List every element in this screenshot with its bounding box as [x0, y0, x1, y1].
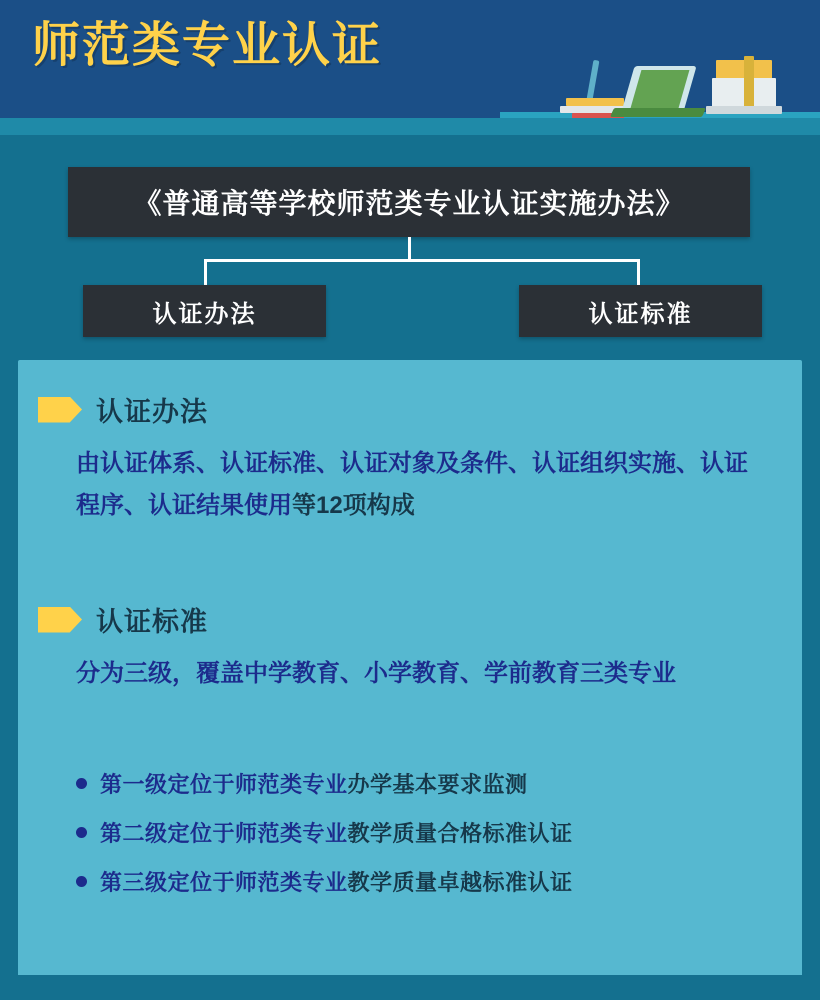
list-item — [76, 768, 802, 799]
books-icon — [566, 98, 624, 106]
list-item-rest: 教学质量合格标准认证 — [347, 821, 573, 846]
section-method-title: 认证办法 — [96, 397, 208, 427]
bullet-dot-icon — [76, 876, 87, 887]
footer-strip — [0, 975, 820, 1000]
diagram-root-node: 《普通高等学校师范类专业认证实施办法》 — [68, 167, 750, 237]
header-banner — [0, 0, 820, 135]
section-method — [18, 390, 802, 527]
section-standard — [18, 600, 802, 695]
list-item-highlight: 第二级定位于师范类专业 — [100, 821, 348, 846]
section-method-body-highlight: 由认证体系、认证标准、认证对象及条件、认证组织实施、认证程序、认证结果使用 — [76, 450, 748, 519]
list-item-text — [100, 768, 528, 799]
section-standard-body — [18, 653, 802, 695]
laptop-base-icon — [610, 108, 706, 117]
arrow-tag-icon — [38, 397, 82, 423]
diagram-child-node-standard: 认证标准 — [519, 285, 762, 337]
section-standard-header — [18, 600, 802, 639]
list-item-rest: 办学基本要求监测 — [347, 772, 528, 797]
bullet-dot-icon — [76, 778, 87, 789]
page-title: 师范类专业认证 — [32, 19, 383, 72]
connector-root-vertical — [408, 237, 411, 259]
list-item-rest: 教学质量卓越标准认证 — [347, 870, 573, 895]
diagram-board — [0, 135, 820, 1000]
list-item-text — [100, 866, 573, 897]
bullet-dot-icon — [76, 827, 87, 838]
list-item — [76, 866, 802, 897]
list-item-text — [100, 817, 573, 848]
content-panel — [18, 360, 802, 982]
list-item-highlight: 第一级定位于师范类专业 — [100, 772, 348, 797]
section-method-header — [18, 390, 802, 429]
connector-horizontal — [204, 259, 640, 262]
books-icon — [706, 106, 782, 114]
section-standard-title: 认证标准 — [96, 607, 208, 637]
pen-icon — [587, 60, 600, 100]
diagram-child-node-method: 认证办法 — [83, 285, 326, 337]
section-method-body — [18, 443, 802, 527]
list-item — [76, 817, 802, 848]
desk-edge-icon — [0, 118, 820, 135]
list-item-highlight: 第三级定位于师范类专业 — [100, 870, 348, 895]
section-method-body-rest: 等12项构成 — [292, 492, 415, 519]
connector-left-vertical — [204, 259, 207, 285]
section-standard-body-highlight: 分为三级，覆盖中学教育、小学教育、学前教育三类专业 — [76, 660, 676, 687]
bullet-list — [18, 768, 802, 915]
arrow-tag-icon — [38, 607, 82, 633]
connector-right-vertical — [637, 259, 640, 285]
